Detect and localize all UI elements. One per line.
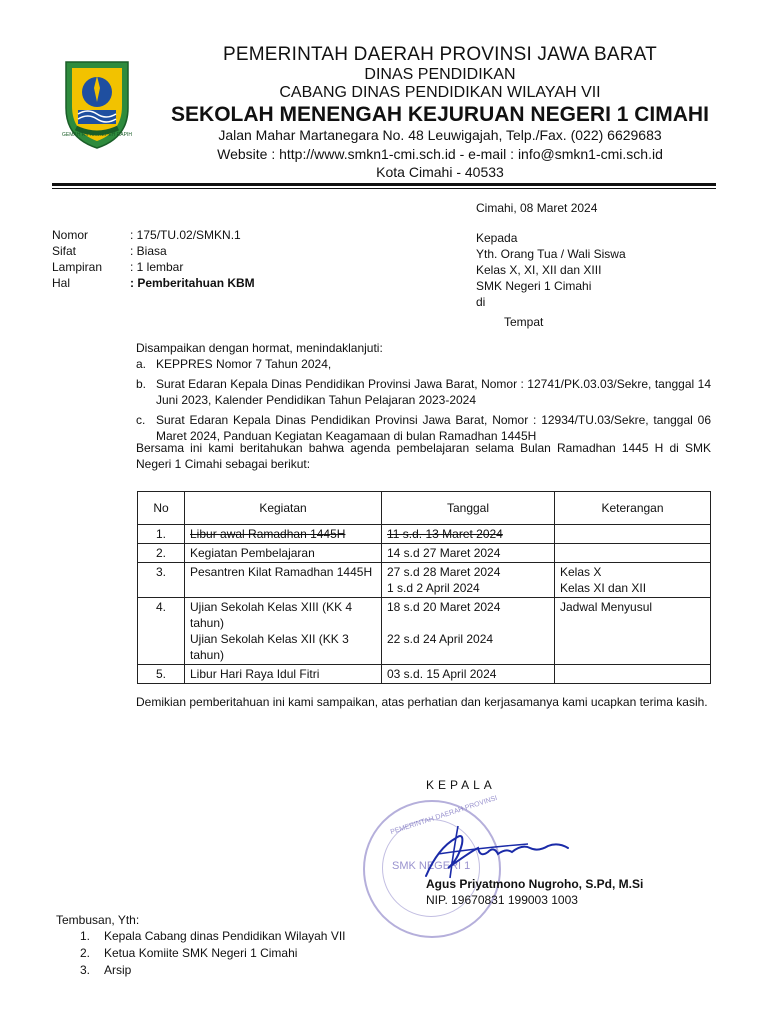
- reference-item: a. KEPPRES Nomor 7 Tahun 2024,: [136, 357, 332, 371]
- table-row: 5. Libur Hari Raya Idul Fitri 03 s.d. 15 April 2024: [138, 665, 711, 684]
- table-row: 1. Libur awal Ramadhan 1445H 11 s.d. 13 Maret 2024: [138, 525, 711, 544]
- recipient-block: [476, 230, 626, 330]
- signatory-name: Agus Priyatmono Nugroho, S.Pd, M.Si: [426, 877, 644, 891]
- list-item: 1. Kepala Cabang dinas Pendidikan Wilayah VII: [80, 929, 346, 943]
- letterhead-divider-thin: [52, 188, 716, 189]
- reference-list: [136, 356, 711, 444]
- body-intro: Disampaikan dengan hormat, menindaklanjuti:: [136, 341, 383, 355]
- meta-hal: Hal : Pemberitahuan KBM: [52, 276, 255, 290]
- date-cell: 27 s.d 28 Maret 2024 1 s.d 2 April 2024: [382, 563, 555, 598]
- closing-paragraph: Demikian pemberitahuan ini kami sampaikan, atas perhatian dan kerjasamanya kami ucapkan terima kasih.: [136, 695, 708, 709]
- col-header-kegiatan: Kegiatan: [185, 492, 382, 525]
- body-announcement: Bersama ini kami beritahukan bahwa agenda pembelajaran selama Bulan Ramadhan 1445 H di SMK Negeri 1 Cimahi sebagai berikut:: [136, 441, 711, 471]
- recipient-line: Kelas X, XI, XII dan XIII: [476, 263, 602, 277]
- stamp-text: PEMERINTAH DAERAH PROVINSI: [389, 794, 499, 837]
- list-item: 2. Ketua Komiite SMK Negeri 1 Cimahi: [80, 946, 298, 960]
- reference-item: c. Surat Edaran Kepala Dinas Pendidikan Provinsi Jawa Barat, Nomor : 12934/TU.03/Sekre, tanggal 06 Maret 2024, Panduan Kegiatan Keagamaan di bulan Ramadhan 1445H: [136, 413, 711, 443]
- recipient-line: Tempat: [504, 315, 544, 329]
- cc-title: Tembusan, Yth:: [56, 913, 140, 927]
- meta-nomor: Nomor : 175/TU.02/SMKN.1: [52, 228, 241, 242]
- date-cell: 18 s.d 20 Maret 2024 22 s.d 24 April 2024: [382, 598, 555, 665]
- table-row: 4. Ujian Sekolah Kelas XIII (KK 4 tahun) Ujian Sekolah Kelas XII (KK 3 tahun) 18 s.d 20 Maret 2024 22 s.d 24 April 2024 Jadwal Menyusul: [138, 598, 711, 665]
- signature-title: KEPALA: [426, 778, 496, 792]
- letter-date: Cimahi, 08 Maret 2024: [476, 201, 598, 215]
- recipient-line: di: [476, 295, 486, 309]
- meta-lampiran: Lampiran : 1 lembar: [52, 260, 184, 274]
- kbm-schedule-table: [137, 491, 711, 684]
- recipient-line: Yth. Orang Tua / Wali Siswa: [476, 247, 626, 261]
- signatory-nip: NIP. 19670831 199003 1003: [426, 893, 578, 907]
- note-cell: Kelas X Kelas XI dan XII: [555, 563, 711, 598]
- list-item: 3. Arsip: [80, 963, 132, 977]
- table-row: 2. Kegiatan Pembelajaran 14 s.d 27 Maret 2024: [138, 544, 711, 563]
- recipient-line: Kepada: [476, 231, 518, 245]
- letterhead-address: Jalan Mahar Martanegara No. 48 Leuwigajah, Telp./Fax. (022) 6629683: [218, 127, 662, 143]
- letter-meta: [52, 228, 255, 292]
- letterhead-government: PEMERINTAH DAERAH PROVINSI JAWA BARAT: [223, 44, 657, 65]
- col-header-tanggal: Tanggal: [382, 492, 555, 525]
- cc-list: [80, 928, 346, 979]
- letterhead-department: DINAS PENDIDIKAN: [364, 66, 516, 83]
- reference-item: b. Surat Edaran Kepala Dinas Pendidikan Provinsi Jawa Barat, Nomor : 12741/PK.03.03/Sekre, tanggal 14 Juni 2023, Kalender Pendidikan Tahun Pelajaran 2023-2024: [136, 377, 711, 407]
- stamp-center-text: SMK NEGERI 1: [392, 860, 471, 872]
- recipient-line: SMK Negeri 1 Cimahi: [476, 279, 592, 293]
- letterhead-city: Kota Cimahi - 40533: [376, 164, 504, 180]
- letterhead-divider-thick: [52, 183, 716, 186]
- activity-cell: Ujian Sekolah Kelas XIII (KK 4 tahun) Ujian Sekolah Kelas XII (KK 3 tahun): [185, 598, 382, 665]
- col-header-no: No: [138, 492, 185, 525]
- logo-motto: GEMAH RIPAH REPEH RAPIH: [62, 132, 132, 138]
- letterhead-school-name: SEKOLAH MENENGAH KEJURUAN NEGERI 1 CIMAHI: [171, 103, 709, 126]
- col-header-keterangan: Keterangan: [555, 492, 711, 525]
- table-row: 3. Pesantren Kilat Ramadhan 1445H 27 s.d 28 Maret 2024 1 s.d 2 April 2024 Kelas X Kelas XI dan XII: [138, 563, 711, 598]
- letterhead-website: Website : http://www.smkn1-cmi.sch.id - e-mail : info@smkn1-cmi.sch.id: [217, 146, 663, 162]
- table-header-row: [138, 492, 711, 525]
- letterhead-branch: CABANG DINAS PENDIDIKAN WILAYAH VII: [279, 84, 601, 101]
- meta-sifat: Sifat : Biasa: [52, 244, 167, 258]
